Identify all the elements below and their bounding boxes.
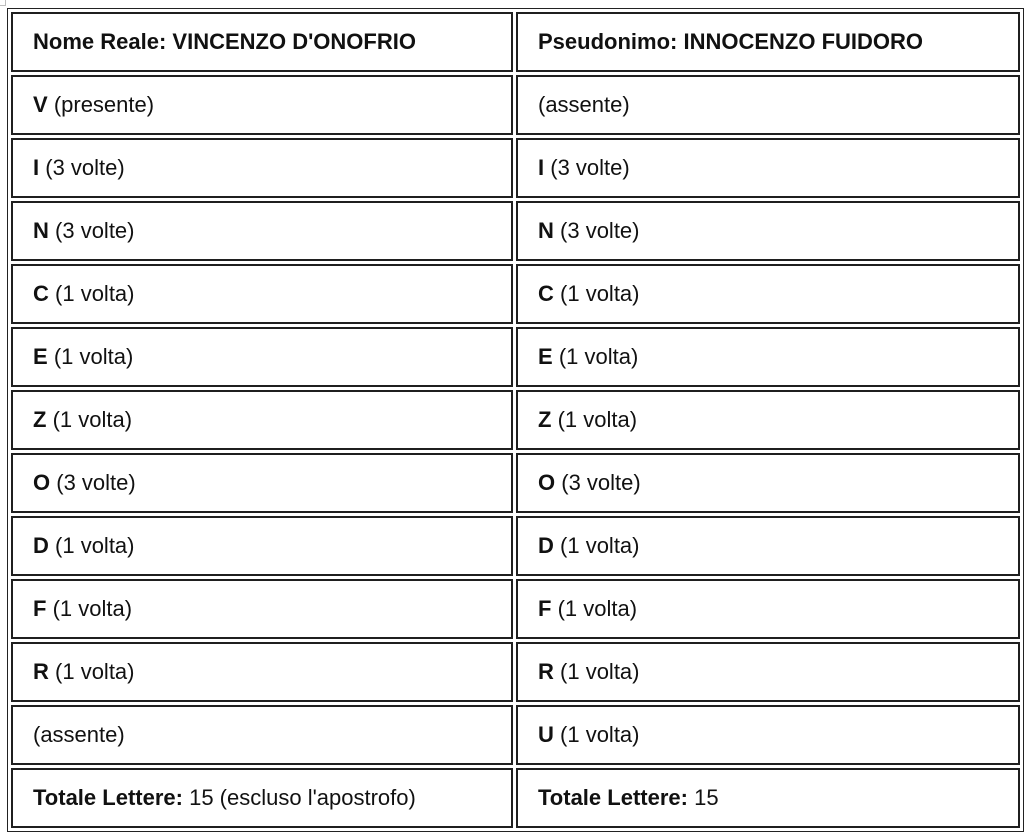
right-cell [516, 264, 1020, 324]
left-cell [11, 453, 513, 513]
total-label: Totale Lettere: [33, 785, 183, 810]
header-row [11, 12, 1020, 72]
table-row [11, 453, 1020, 513]
letter: I [33, 155, 40, 180]
header-pseudonym-label: Pseudonimo: [538, 29, 678, 54]
letter: R [538, 659, 554, 684]
note: (1 volta) [53, 344, 134, 369]
table-row [11, 264, 1020, 324]
right-cell [516, 705, 1020, 765]
letter: O [33, 470, 51, 495]
table-row [11, 705, 1020, 765]
note: (1 volta) [557, 596, 638, 621]
letter: C [33, 281, 49, 306]
header-real-name-value: VINCENZO D'ONOFRIO [172, 29, 416, 54]
right-cell [516, 516, 1020, 576]
left-cell [11, 642, 513, 702]
letter: Z [33, 407, 47, 432]
right-cell [516, 642, 1020, 702]
right-cell [516, 453, 1020, 513]
left-cell [11, 579, 513, 639]
left-cell [11, 264, 513, 324]
note: (3 volte) [56, 470, 136, 495]
table-row [11, 327, 1020, 387]
letter: N [538, 218, 554, 243]
note: (1 volta) [560, 281, 640, 306]
letter: E [33, 344, 48, 369]
letter: Z [538, 407, 552, 432]
right-cell [516, 138, 1020, 198]
note: (1 volta) [558, 344, 639, 369]
right-cell [516, 327, 1020, 387]
note: (1 volta) [55, 659, 135, 684]
left-cell [11, 327, 513, 387]
left-cell [11, 75, 513, 135]
total-value: 15 (escluso l'apostrofo) [189, 785, 416, 810]
note: (1 volta) [55, 533, 135, 558]
note: (assente) [33, 722, 125, 747]
total-right-cell [516, 768, 1020, 828]
total-left-cell [11, 768, 513, 828]
table-row [11, 390, 1020, 450]
note: (1 volta) [55, 281, 135, 306]
letter: E [538, 344, 553, 369]
letter: R [33, 659, 49, 684]
table-row [11, 201, 1020, 261]
note: (3 volte) [550, 155, 630, 180]
table-row [11, 642, 1020, 702]
note: (1 volta) [557, 407, 638, 432]
note: (presente) [53, 92, 155, 117]
right-cell [516, 579, 1020, 639]
corner-mark [0, 0, 6, 6]
header-pseudonym-value: INNOCENZO FUIDORO [683, 29, 924, 54]
left-cell [11, 138, 513, 198]
totals-row [11, 768, 1020, 828]
note: (1 volta) [560, 533, 640, 558]
letter: I [538, 155, 545, 180]
total-label: Totale Lettere: [538, 785, 688, 810]
header-real-name-label: Nome Reale: [33, 29, 167, 54]
header-real-name-cell [11, 12, 513, 72]
note: (1 volta) [52, 596, 133, 621]
letter: F [538, 596, 552, 621]
total-value: 15 [694, 785, 719, 810]
letter: V [33, 92, 48, 117]
left-cell [11, 516, 513, 576]
letter: N [33, 218, 49, 243]
letter: D [33, 533, 49, 558]
note: (1 volta) [560, 659, 640, 684]
letter: D [538, 533, 554, 558]
left-cell [11, 390, 513, 450]
letter: C [538, 281, 554, 306]
table-row [11, 516, 1020, 576]
note: (1 volta) [560, 722, 640, 747]
right-cell [516, 75, 1020, 135]
right-cell [516, 201, 1020, 261]
header-pseudonym-cell [516, 12, 1020, 72]
note: (3 volte) [560, 218, 640, 243]
table-row [11, 579, 1020, 639]
letter: O [538, 470, 556, 495]
table-row [11, 75, 1020, 135]
table-body [11, 12, 1020, 828]
note: (3 volte) [45, 155, 125, 180]
letter: U [538, 722, 554, 747]
note: (1 volta) [52, 407, 133, 432]
name-comparison-table [7, 8, 1024, 832]
left-cell [11, 705, 513, 765]
note: (assente) [538, 92, 630, 117]
note: (3 volte) [561, 470, 641, 495]
note: (3 volte) [55, 218, 135, 243]
left-cell [11, 201, 513, 261]
table-row [11, 138, 1020, 198]
right-cell [516, 390, 1020, 450]
letter: F [33, 596, 47, 621]
